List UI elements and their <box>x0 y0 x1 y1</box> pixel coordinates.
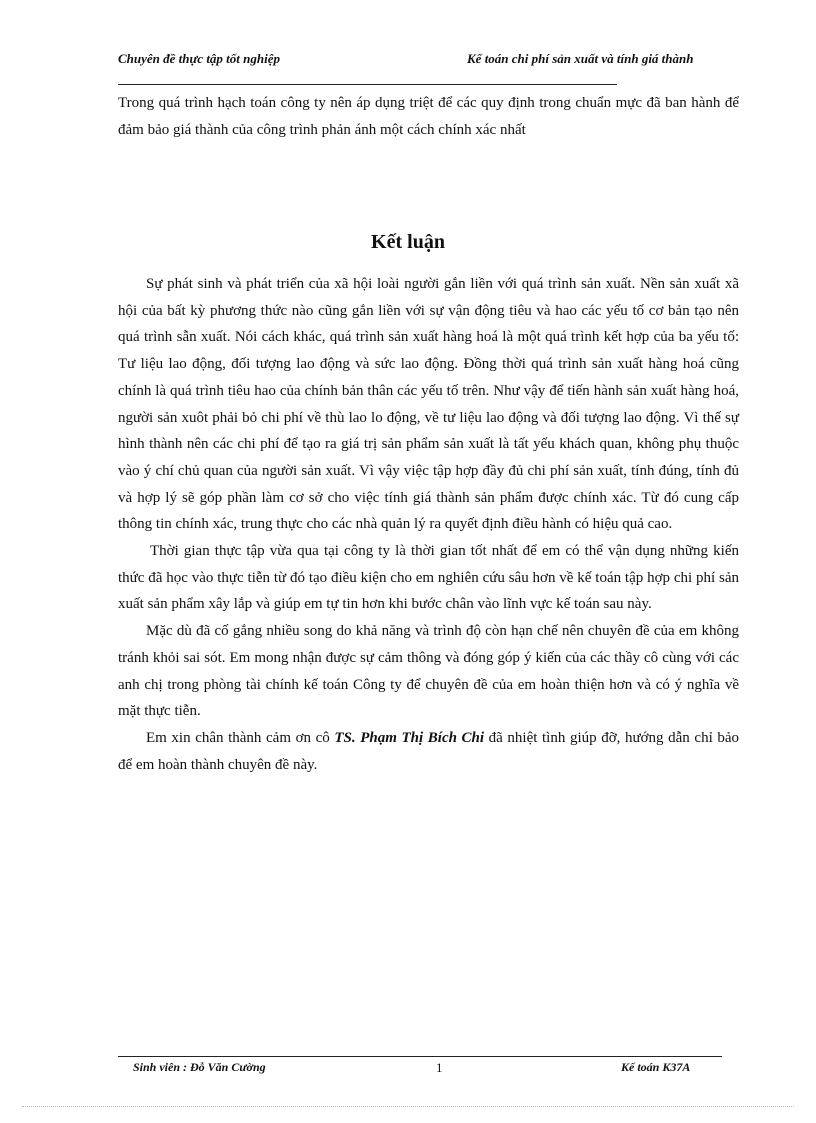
header-title-right: Kế toán chi phí sản xuất và tính giá thành <box>467 51 694 66</box>
page-number: 1 <box>436 1060 443 1075</box>
paragraph-1: Sự phát sinh và phát triển của xã hội loài người gắn liền với quá trình sản xuất. Nền sản xuất xã hội của bất kỳ phương thức nào cũng gắn liền với sự vận động tiêu và hao các yếu tố cơ bản tạo nên quá trình sẫn xuất. Nói cách khác, quá trình sản xuất hàng hoá là một quá trình kết hợp của ba yếu tố: Tư liệu lao động, đối tượng lao động và sức lao động. Đồng thời quá trình sản xuất hàng hoá cũng chính là quá trình tiêu hao của chính bản thân các yếu tố trên. Như vậy để tiến hành sản xuất hàng hoá, người sản xuôt phải bỏ chi phí về thù lao lo động, về tư liệu lao động và đối tượng lao động. Vì thế sự hình thành nên các chi phí để tạo ra giá trị sản phẩm sản xuất là tất yếu khách quan, không phụ thuộc vào ý chí chủ quan của người sản xuất. Vì vậy việc tập hợp đầy đủ chi phí sản xuất, tính đúng, tính đủ và hợp lý sẽ góp phần làm cơ sở cho việc tính giá thành sản phẩm được chính xác. Từ đó cung cấp thông tin chính xác, trung thực cho các nhà quản lý ra quyết định điều hành có hiệu quả cao. <box>118 276 739 533</box>
conclusion-body <box>118 271 739 778</box>
footer-class: Kế toán K37A <box>621 1060 691 1074</box>
paragraph-4 <box>118 725 739 778</box>
advisor-name: TS. Phạm Thị Bích Chi <box>334 729 485 746</box>
page-title: Kết luận <box>371 231 445 253</box>
paragraph-4-end: đã nhiệt tình giúp đỡ, hướng dẫn chỉ bảo để em hoàn thành chuyên đề này. <box>118 729 739 773</box>
header-title-left: Chuyên đề thực tập tốt nghiệp <box>118 51 280 66</box>
intro-paragraph: Trong quá trình hạch toán công ty nên áp dụng triệt để các quy định trong chuẩn mực đã ban hành để đảm bảo giá thành của công trình phản ánh một cách chính xác nhất <box>118 95 739 138</box>
footer-rule <box>118 1056 722 1057</box>
header-rule <box>118 84 617 85</box>
paragraph-2: Thời gian thực tập vừa qua tại công ty là thời gian tốt nhất để em có thể vận dụng những kiến thức đã học vào thực tiễn từ đó tạo điều kiện cho em nghiên cứu sâu hơn về kế toán tập hợp chi phí sản xuất sản phẩm xây lắp và giúp em tự tin hơn khi bước chân vào lĩnh vực kế toán sau này. <box>118 543 739 613</box>
paragraph-4-start: Em xin chân thành cảm ơn cô <box>146 729 335 746</box>
page-bottom-dotted-line <box>22 1106 794 1107</box>
paragraph-3: Mặc dù đã cố gắng nhiều song do khả năng và trình độ còn hạn chế nên chuyên đề của em không tránh khỏi sai sót. Em mong nhận được sự cảm thông và đóng góp ý kiến của các thầy cô cùng với các anh chị trong phòng tài chính kế toán Công ty để chuyên đề của em hoàn thiện hơn và có ý nghĩa về mặt thực tiễn. <box>118 623 739 720</box>
footer-student: Sinh viên : Đỗ Văn Cường <box>133 1060 266 1074</box>
